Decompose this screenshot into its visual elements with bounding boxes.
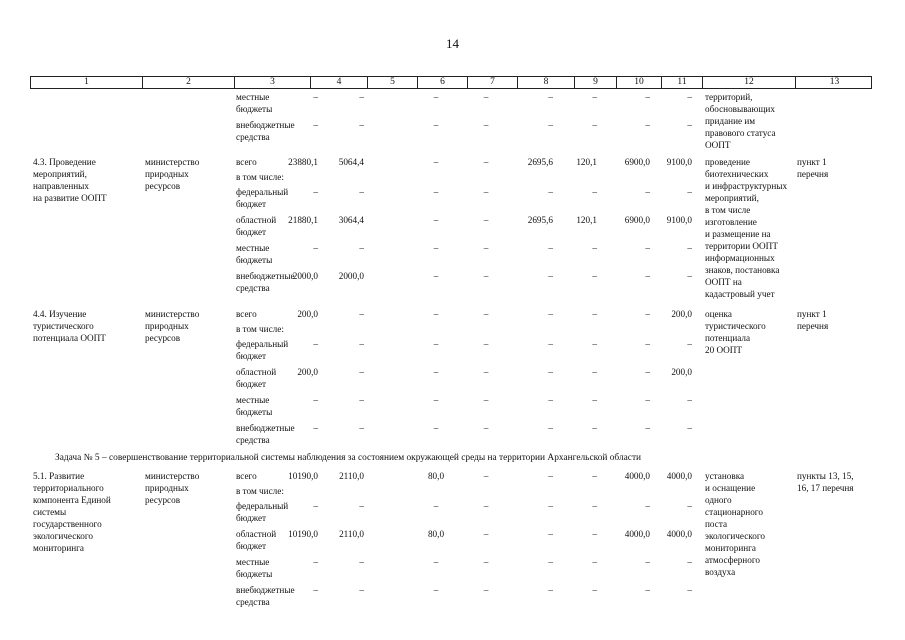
m44-fed-row-value-col7: – <box>483 339 489 349</box>
table-header-row <box>30 76 872 89</box>
m43-reg-row-value-col7: – <box>483 215 489 225</box>
m51-extra-row-value-col10: – <box>645 585 650 595</box>
m51-fed-row-value-col7: – <box>483 501 489 511</box>
m51-total-row-value-col9: – <box>592 471 597 481</box>
m43-local-row-value-col11: – <box>687 243 692 253</box>
m43-reg-row-value-col5: 3064,4 <box>338 215 364 225</box>
m43-result-text: проведение биотехнических и инфраструктурных мероприятий, в том числе изготовление и размещение на территории ООПТ информационных знаков, постановка ООПТ на кадастровый учет <box>705 157 788 299</box>
m43-local-row-value-col8: – <box>548 243 553 253</box>
m51-total-row-value-col10: 4000,0 <box>624 471 650 481</box>
cont-local-row-value-col11: – <box>687 92 692 102</box>
col-header-9: 9 <box>574 77 616 88</box>
m44-total-row-value-col10: – <box>645 309 650 319</box>
cont-extra-row-value-col5: – <box>359 120 364 130</box>
m51-local-row-value-col8: – <box>548 557 553 567</box>
m44-total-row-source-label: всего <box>236 309 257 319</box>
m43-reg-row-value-col4: 21880,1 <box>288 215 318 225</box>
m43-local-row-value-col7: – <box>483 243 489 253</box>
m51-local-row-value-col5: – <box>359 557 364 567</box>
m43-local-row-value-col4: – <box>313 243 318 253</box>
m51-extra-row-value-col4: – <box>313 585 318 595</box>
m44-reg-row-value-col5: – <box>359 367 364 377</box>
m43-executor: министерство природных ресурсов <box>145 157 200 191</box>
m44-extra-row-value-col7: – <box>483 423 489 433</box>
m44-total-row-value-col11: 200,0 <box>671 309 692 319</box>
m44-extra-row-value-col10: – <box>645 423 650 433</box>
m43-total-row-value-col4: 23880,1 <box>288 157 318 167</box>
m44-reference: пункт 1 перечня <box>797 309 829 331</box>
m44-extra-row-value-col11: – <box>687 423 692 433</box>
m44-fed-row-value-col6: – <box>433 339 439 349</box>
cont-local-row-value-col6: – <box>433 92 439 102</box>
m43-reg-row-value-col10: 6900,0 <box>624 215 650 225</box>
m51-total-row-value-col7: – <box>483 471 489 481</box>
m51-extra-row-value-col9: – <box>592 585 597 595</box>
m43-fed-row-value-col11: – <box>687 187 692 197</box>
m43-fed-row-value-col9: – <box>592 187 597 197</box>
m43-extra-row-value-col10: – <box>645 271 650 281</box>
m44-local-row-value-col6: – <box>433 395 439 405</box>
m44-total-row-value-col7: – <box>483 309 489 319</box>
m44-reg-row-value-col9: – <box>592 367 597 377</box>
m44-reg-row-source-label: областной бюджет <box>236 367 277 389</box>
m43-reg-row-value-col9: 120,1 <box>576 215 597 225</box>
m43-local-row-value-col10: – <box>645 243 650 253</box>
m51-local-row-value-col9: – <box>592 557 597 567</box>
m51-fed-row-value-col10: – <box>645 501 650 511</box>
m51-local-row-source-label: местные бюджеты <box>236 557 273 579</box>
m43-total-row-value-col8: 2695,6 <box>527 157 553 167</box>
m51-extra-row-value-col8: – <box>548 585 553 595</box>
page-number: 14 <box>446 36 459 51</box>
m44-total-row-value-col8: – <box>548 309 553 319</box>
m51-name: 5.1. Развитие территориального компонента Единой системы государственного экологического мониторинга <box>33 471 111 553</box>
m43-total-row-value-col10: 6900,0 <box>624 157 650 167</box>
m51-total-row-source-label: всего <box>236 471 257 481</box>
m51-reg-row-value-col10: 4000,0 <box>624 529 650 539</box>
cont-extra-row-value-col10: – <box>645 120 650 130</box>
m44-fed-row-value-col11: – <box>687 339 692 349</box>
m51-total-row-value-col5: 2110,0 <box>339 471 364 481</box>
m51-reg-row-value-col7: – <box>483 529 489 539</box>
m51-extra-row-source-label: внебюджетные средства <box>236 585 295 607</box>
m43-local-row-value-col6: – <box>433 243 439 253</box>
cont-local-row-value-col9: – <box>592 92 597 102</box>
col-header-4: 4 <box>310 77 367 88</box>
m44-fed-row-value-col8: – <box>548 339 553 349</box>
m44-total-row-value-col4: 200,0 <box>297 309 318 319</box>
m43-reference: пункт 1 перечня <box>797 157 829 179</box>
col-header-1: 1 <box>84 77 89 87</box>
col-header-5: 5 <box>367 77 417 88</box>
m44-total-row-value-col5: – <box>359 309 364 319</box>
m51-result-text: установка и оснащение одного стационарного поста экологического мониторинга атмосферного воздуха <box>705 471 766 577</box>
m51-fed-row-source-label: федеральный бюджет <box>236 501 289 523</box>
col-header-6: 6 <box>417 77 467 88</box>
m44-local-row-source-label: местные бюджеты <box>236 395 273 417</box>
m51-extra-row-value-col11: – <box>687 585 692 595</box>
col-header-12: 12 <box>702 77 795 88</box>
col-header-2: 2 <box>142 77 234 88</box>
col-header-3: 3 <box>234 77 310 88</box>
m43-extra-row-value-col9: – <box>592 271 597 281</box>
m44-extra-row-value-col9: – <box>592 423 597 433</box>
m43-fed-row-value-col7: – <box>483 187 489 197</box>
m44-reg-row-value-col4: 200,0 <box>297 367 318 377</box>
m43-reg-row-source-label: областной бюджет <box>236 215 277 237</box>
m51-fed-row-value-col4: – <box>313 501 318 511</box>
m43-fed-row-value-col10: – <box>645 187 650 197</box>
m44-local-row-value-col8: – <box>548 395 553 405</box>
m44-extra-row-value-col5: – <box>359 423 364 433</box>
m44-result-text: оценка туристического потенциала 20 ООПТ <box>705 309 766 355</box>
m51-extra-row-value-col5: – <box>359 585 364 595</box>
m43-total-row-value-col7: – <box>483 157 489 167</box>
col-header-7: 7 <box>467 77 517 88</box>
cont-extra-row-source-label: внебюджетные средства <box>236 120 295 142</box>
m51-reference: пункты 13, 15, 16, 17 перечня <box>797 471 854 493</box>
m43-local-row-value-col9: – <box>592 243 597 253</box>
m43-fed-row-value-col5: – <box>359 187 364 197</box>
m44-reg-row-value-col8: – <box>548 367 553 377</box>
cont-local-row-value-col7: – <box>483 92 489 102</box>
m51-fed-row-value-col11: – <box>687 501 692 511</box>
m51-total-row-value-col8: – <box>548 471 553 481</box>
m44-extra-row-source-label: внебюджетные средства <box>236 423 295 445</box>
m43-extra-row-source-label: внебюджетные средства <box>236 271 295 293</box>
cont-result-text: территорий, обосновывающих придание им правового статуса ООПТ <box>705 92 776 150</box>
m43-extra-row-value-col5: 2000,0 <box>338 271 364 281</box>
m51-extra-row-value-col6: – <box>433 585 439 595</box>
m51-total-row-value-col4: 10190,0 <box>288 471 318 481</box>
cont-local-row-value-col10: – <box>645 92 650 102</box>
cont-extra-row-value-col9: – <box>592 120 597 130</box>
cont-extra-row-value-col4: – <box>313 120 318 130</box>
m44-local-row-value-col7: – <box>483 395 489 405</box>
m43-fed-row-value-col4: – <box>313 187 318 197</box>
m43-local-row-source-label: местные бюджеты <box>236 243 273 265</box>
m51-extra-row-value-col7: – <box>483 585 489 595</box>
cont-extra-row-value-col6: – <box>433 120 439 130</box>
m51-reg-row-value-col6: 80,0 <box>427 529 445 539</box>
m44-fed-row-value-col5: – <box>359 339 364 349</box>
m51-reg-row-value-col8: – <box>548 529 553 539</box>
m44-local-row-value-col11: – <box>687 395 692 405</box>
m51-executor: министерство природных ресурсов <box>145 471 200 505</box>
m51-local-row-value-col7: – <box>483 557 489 567</box>
m44-fed-row-value-col4: – <box>313 339 318 349</box>
m51-reg-row-value-col4: 10190,0 <box>288 529 318 539</box>
m43-reg-row-value-col6: – <box>433 215 439 225</box>
cont-local-row-value-col8: – <box>548 92 553 102</box>
m44-local-row-value-col5: – <box>359 395 364 405</box>
m51-fed-row-value-col5: – <box>359 501 364 511</box>
m43-extra-row-value-col6: – <box>433 271 439 281</box>
m44-extra-row-value-col6: – <box>433 423 439 433</box>
m43-total-row-source-label: всего <box>236 157 257 167</box>
m43-total-row-value-col9: 120,1 <box>576 157 597 167</box>
m44-local-row-value-col9: – <box>592 395 597 405</box>
m43-extra-row-value-col4: 2000,0 <box>292 271 318 281</box>
m51-fed-row-value-col8: – <box>548 501 553 511</box>
m51-local-row-value-col4: – <box>313 557 318 567</box>
col-header-13: 13 <box>795 77 873 88</box>
m43-extra-row-value-col11: – <box>687 271 692 281</box>
m43-total-row-value-col5: 5064,4 <box>338 157 364 167</box>
m43-reg-row-value-col11: 9100,0 <box>666 215 692 225</box>
m44-reg-row-value-col6: – <box>433 367 439 377</box>
m44-local-row-value-col4: – <box>313 395 318 405</box>
m51-local-row-value-col10: – <box>645 557 650 567</box>
m43-local-row-value-col5: – <box>359 243 364 253</box>
m44-fed-row-source-label: федеральный бюджет <box>236 339 289 361</box>
m51-local-row-value-col6: – <box>433 557 439 567</box>
m51-total-row-value-col6: 80,0 <box>427 471 445 481</box>
cont-local-row-value-col4: – <box>313 92 318 102</box>
m43-extra-row-value-col7: – <box>483 271 489 281</box>
m43-total-row-value-col6: – <box>433 157 439 167</box>
m44-total-row-value-col6: – <box>433 309 439 319</box>
m43-incl-label: в том числе: <box>236 172 284 182</box>
m44-total-row-value-col9: – <box>592 309 597 319</box>
m44-reg-row-value-col7: – <box>483 367 489 377</box>
cont-extra-row-value-col7: – <box>483 120 489 130</box>
m51-reg-row-value-col5: 2110,0 <box>339 529 364 539</box>
m43-fed-row-value-col6: – <box>433 187 439 197</box>
cont-extra-row-value-col8: – <box>548 120 553 130</box>
m43-fed-row-value-col8: – <box>548 187 553 197</box>
m51-fed-row-value-col9: – <box>592 501 597 511</box>
m44-extra-row-value-col4: – <box>313 423 318 433</box>
m43-reg-row-value-col8: 2695,6 <box>527 215 553 225</box>
m51-reg-row-value-col9: – <box>592 529 597 539</box>
m51-fed-row-value-col6: – <box>433 501 439 511</box>
col-header-11: 11 <box>661 77 702 88</box>
cont-local-row-source-label: местные бюджеты <box>236 92 273 114</box>
m44-executor: министерство природных ресурсов <box>145 309 200 343</box>
m44-extra-row-value-col8: – <box>548 423 553 433</box>
m43-fed-row-source-label: федеральный бюджет <box>236 187 289 209</box>
m43-total-row-value-col11: 9100,0 <box>666 157 692 167</box>
m51-reg-row-value-col11: 4000,0 <box>666 529 692 539</box>
cont-local-row-value-col5: – <box>359 92 364 102</box>
task-5-heading: Задача № 5 – совершенствование территориальной системы наблюдения за состоянием окружающей среды на территории Архангельской области <box>55 453 642 463</box>
m44-reg-row-value-col10: – <box>645 367 650 377</box>
m44-incl-label: в том числе: <box>236 324 284 334</box>
col-header-8: 8 <box>517 77 574 88</box>
col-header-10: 10 <box>616 77 661 88</box>
m44-name: 4.4. Изучение туристического потенциала ООПТ <box>33 309 106 343</box>
m51-reg-row-source-label: областной бюджет <box>236 529 277 551</box>
m43-extra-row-value-col8: – <box>548 271 553 281</box>
m51-local-row-value-col11: – <box>687 557 692 567</box>
m44-reg-row-value-col11: 200,0 <box>671 367 692 377</box>
m51-total-row-value-col11: 4000,0 <box>666 471 692 481</box>
m43-name: 4.3. Проведение мероприятий, направленных на развитие ООПТ <box>33 157 107 203</box>
cont-extra-row-value-col11: – <box>687 120 692 130</box>
m44-fed-row-value-col10: – <box>645 339 650 349</box>
m44-local-row-value-col10: – <box>645 395 650 405</box>
m44-fed-row-value-col9: – <box>592 339 597 349</box>
m51-incl-label: в том числе: <box>236 486 284 496</box>
